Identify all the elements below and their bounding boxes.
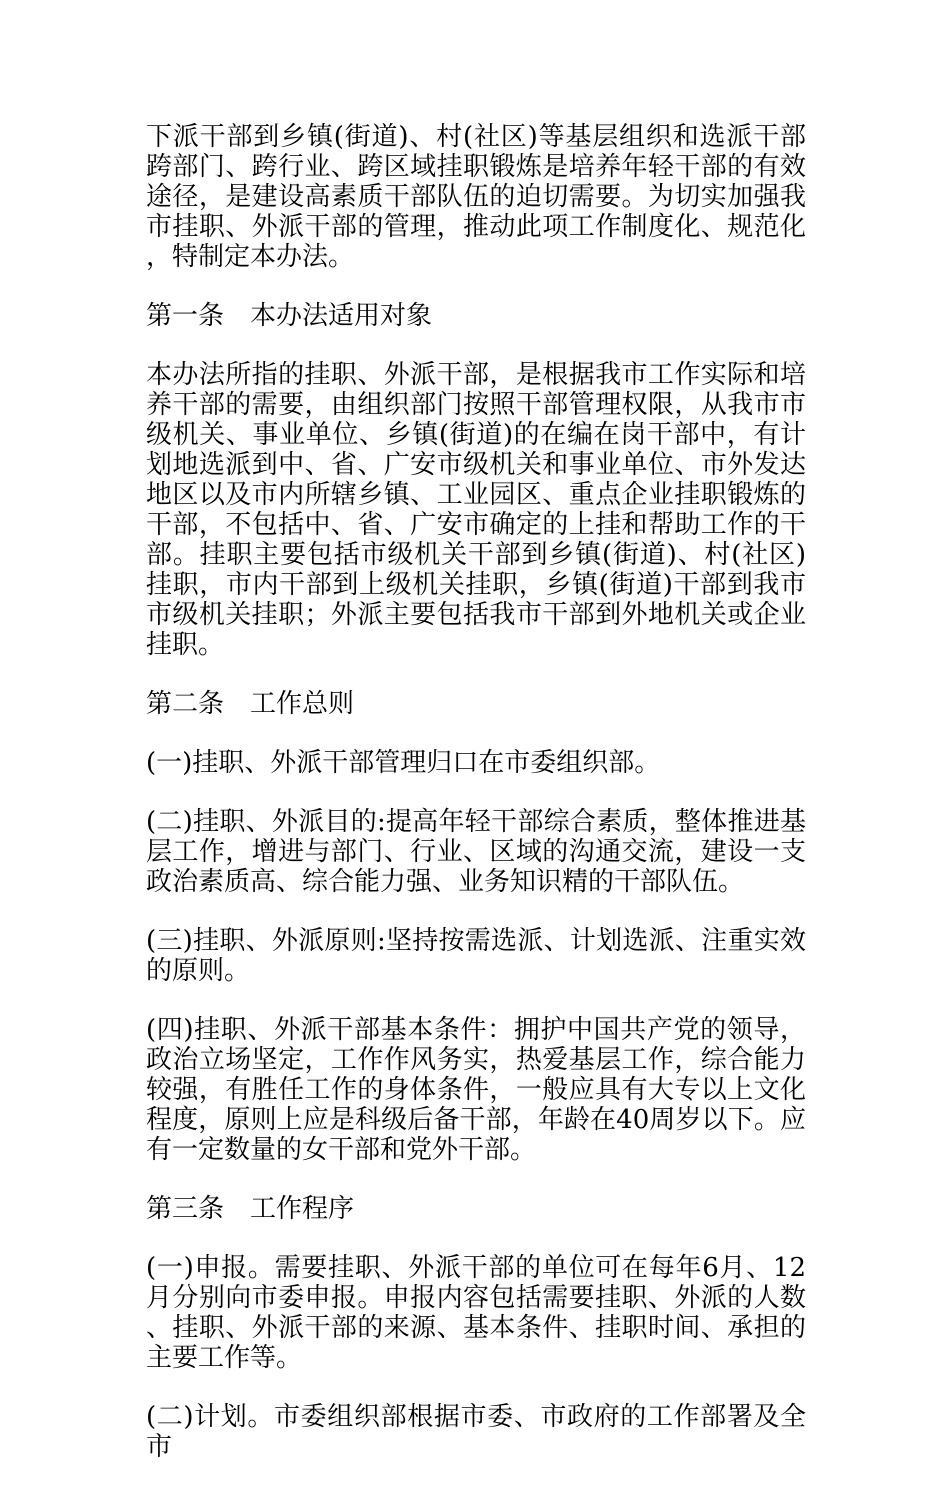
article-3-heading: 第三条 工作程序 xyxy=(146,1194,355,1224)
article-1-heading: 第一条 本办法适用对象 xyxy=(146,301,433,331)
article-2-item-3: (三)挂职、外派原则:坚持按需选派、计划选派、注重实效的原则。 xyxy=(146,926,806,986)
document-body xyxy=(146,122,806,1491)
article-2-item-1: (一)挂职、外派干部管理归口在市委组织部。 xyxy=(146,748,661,778)
article-2-item-2: (二)挂职、外派目的:提高年轻干部综合素质，整体推进基层工作，增进与部门、行业、区域的沟通交流，建设一支政治素质高、综合能力强、业务知识精的干部队伍。 xyxy=(146,807,806,897)
article-2-heading: 第二条 工作总则 xyxy=(146,689,355,719)
intro-paragraph: 下派干部到乡镇(街道)、村(社区)等基层组织和选派干部跨部门、跨行业、跨区域挂职锻炼是培养年轻干部的有效途径，是建设高素质干部队伍的迫切需要。为切实加强我市挂职、外派干部的管理，推动此项工作制度化、规范化，特制定本办法。 xyxy=(146,122,806,272)
article-1-body: 本办法所指的挂职、外派干部，是根据我市工作实际和培养干部的需要，由组织部门按照干部管理权限，从我市市级机关、事业单位、乡镇(街道)的在编在岗干部中，有计划地选派到中、省、广安市级机关和事业单位、市外发达地区以及市内所辖乡镇、工业园区、重点企业挂职锻炼的干部，不包括中、省、广安市确定的上挂和帮助工作的干部。挂职主要包括市级机关干部到乡镇(街道)、村(社区)挂职，市内干部到上级机关挂职，乡镇(街道)干部到我市市级机关挂职；外派主要包括我市干部到外地机关或企业挂职。 xyxy=(146,360,806,660)
article-3-item-1: (一)申报。需要挂职、外派干部的单位可在每年6月、12月分别向市委申报。申报内容包括需要挂职、外派的人数、挂职、外派干部的来源、基本条件、挂职时间、承担的主要工作等。 xyxy=(146,1253,806,1373)
article-3-item-2: (二)计划。市委组织部根据市委、市政府的工作部署及全市 xyxy=(146,1402,806,1462)
article-2-item-4: (四)挂职、外派干部基本条件：拥护中国共产党的领导，政治立场坚定，工作作风务实，热爱基层工作，综合能力较强，有胜任工作的身体条件，一般应具有大专以上文化程度，原则上应是科级后备干部，年龄在40周岁以下。应有一定数量的女干部和党外干部。 xyxy=(146,1015,806,1165)
